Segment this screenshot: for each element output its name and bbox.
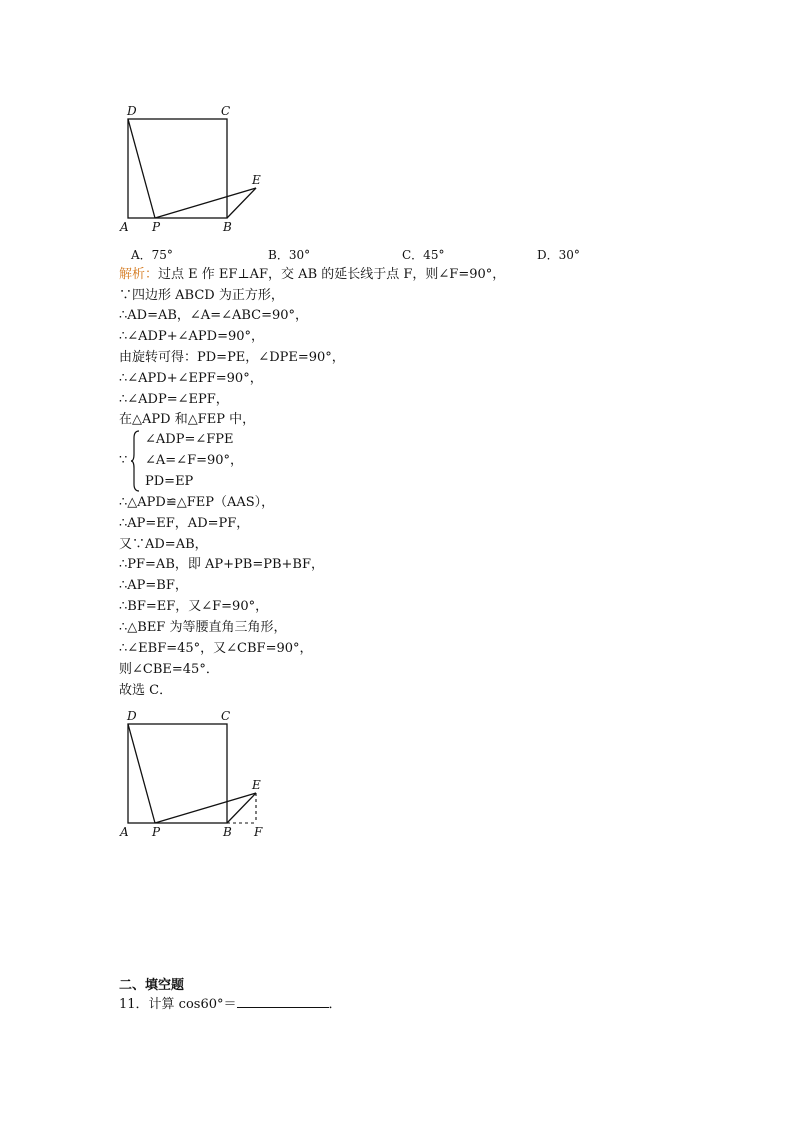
figure-square-2: [112, 705, 282, 840]
label-p-2: P: [152, 825, 161, 839]
solution-line-3: ∴∠ADP+∠APD=90°，: [119, 329, 264, 344]
solution-line-12: ∴AP=BF，: [119, 578, 188, 593]
solution-line-7: 在△APD 和△FEP 中，: [119, 412, 256, 427]
label-e: E: [252, 173, 261, 187]
label-a: A: [120, 220, 129, 234]
segment-dp: [128, 119, 155, 218]
system-line-3: PD=EP: [145, 474, 194, 489]
solution-line-2: ∴AD=AB，∠A=∠ABC=90°，: [119, 308, 309, 323]
solution-line-5: ∴∠APD+∠EPF=90°，: [119, 371, 263, 386]
label-d-2: D: [127, 709, 137, 723]
solution-line-0: [119, 265, 505, 285]
solution-line-15: ∴∠EBF=45°，又∠CBF=90°，: [119, 641, 313, 656]
answer-blank[interactable]: [237, 995, 329, 1008]
option-d: D．30°: [537, 248, 580, 262]
label-c-2: C: [221, 709, 231, 723]
option-a: A．75°: [131, 248, 173, 262]
system-line-2: ∠A=∠F=90°，: [145, 453, 244, 468]
question-11-suffix: ．: [328, 997, 342, 1012]
solution-line-1: ∵四边形 ABCD 为正方形，: [119, 288, 284, 303]
solution-heading: 解析：: [119, 267, 159, 282]
solution-line-17: 故选 C．: [119, 683, 173, 698]
solution-line-6: ∴∠ADP=∠EPF，: [119, 392, 229, 407]
solution-line-10: 又∵AD=AB，: [119, 537, 208, 552]
label-b-2: B: [223, 825, 232, 839]
solution-line-14: ∴△BEF 为等腰直角三角形，: [119, 620, 287, 635]
system-brace: [130, 430, 140, 492]
solution-line-13: ∴BF=EF，又∠F=90°，: [119, 599, 269, 614]
label-d: D: [127, 104, 137, 118]
because-symbol: ∵: [119, 453, 128, 468]
option-c: C．45°: [402, 248, 445, 262]
label-a-2: A: [120, 825, 129, 839]
solution-line-11: ∴PF=AB，即 AP+PB=PB+BF，: [119, 557, 324, 572]
label-c: C: [221, 104, 231, 118]
segment-dp-2: [128, 724, 155, 823]
figure-square-1: [112, 100, 282, 235]
question-11-prefix: 11．计算 cos60°＝: [119, 997, 237, 1012]
solution-first-line: 过点 E 作 EF⊥AF，交 AB 的延长线于点 F，则∠F=90°，: [158, 267, 506, 282]
label-e-2: E: [252, 778, 261, 792]
label-p: P: [152, 220, 161, 234]
solution-line-8: ∴△APD≌△FEP（AAS），: [119, 495, 275, 510]
system-line-1: ∠ADP=∠FPE: [145, 432, 234, 447]
label-f-2: F: [254, 825, 263, 839]
label-b: B: [223, 220, 232, 234]
solution-line-4: 由旋转可得：PD=PE，∠DPE=90°，: [119, 350, 345, 365]
option-b: B．30°: [268, 248, 311, 262]
square-abcd: [128, 119, 227, 218]
solution-line-9: ∴AP=EF，AD=PF，: [119, 516, 250, 531]
section-title: 二、填空题: [119, 978, 185, 993]
solution-line-16: 则∠CBE=45°．: [119, 662, 219, 677]
square-abcd-2: [128, 724, 227, 823]
question-11: [119, 995, 342, 1015]
